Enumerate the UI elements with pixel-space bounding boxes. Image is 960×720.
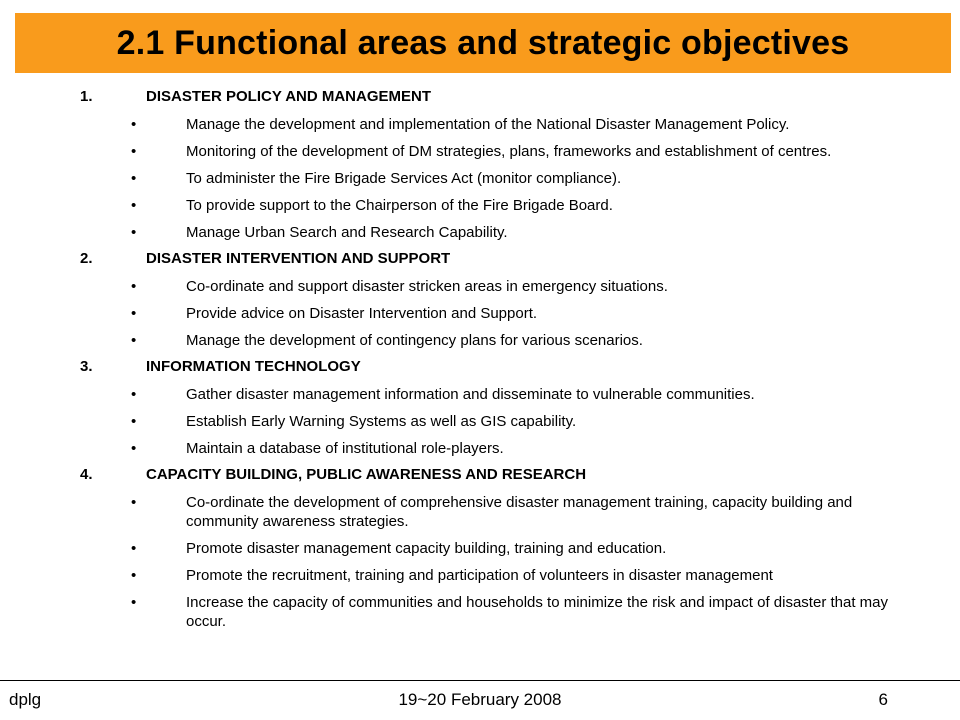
bullet-icon: • [131, 494, 137, 511]
bullet-icon: • [131, 567, 137, 584]
bullet-text: To administer the Fire Brigade Services Act (monitor compliance). [186, 170, 622, 187]
bullet-icon: • [131, 116, 137, 133]
bullet-item [0, 142, 960, 161]
bullet-text: Monitoring of the development of DM strategies, plans, frameworks and establishment of centres. [186, 143, 832, 160]
bullet-icon: • [131, 540, 137, 557]
bullet-text: Maintain a database of institutional role-players. [186, 440, 504, 457]
section-number: 2. [80, 250, 93, 267]
section-title: DISASTER INTERVENTION AND SUPPORT [146, 250, 451, 267]
bullet-text: Establish Early Warning Systems as well as GIS capability. [186, 413, 577, 430]
bullet-icon: • [131, 594, 137, 611]
bullet-icon: • [131, 143, 137, 160]
bullet-item [0, 277, 960, 296]
bullet-text: Manage the development and implementation of the National Disaster Management Policy. [186, 116, 790, 133]
bullet-text: Promote disaster management capacity building, training and education. [186, 540, 667, 557]
bullet-icon: • [131, 440, 137, 457]
footer-organization: dplg [9, 690, 42, 709]
section-title: CAPACITY BUILDING, PUBLIC AWARENESS AND RESEARCH [146, 466, 587, 483]
section-number: 4. [80, 466, 93, 483]
slide-content [0, 88, 960, 639]
section-heading [0, 466, 960, 484]
bullet-icon: • [131, 386, 137, 403]
bullet-item [0, 304, 960, 323]
bullet-item [0, 196, 960, 215]
slide-title: 2.1 Functional areas and strategic objectives [116, 23, 850, 62]
bullet-icon: • [131, 170, 137, 187]
bullet-text: Promote the recruitment, training and participation of volunteers in disaster management [186, 567, 773, 584]
title-bar [15, 13, 951, 73]
bullet-item [0, 566, 960, 585]
bullet-text: Increase the capacity of communities and households to minimize the risk and impact of disaster that may occur. [186, 594, 889, 630]
bullet-text: Gather disaster management information and disseminate to vulnerable communities. [186, 386, 755, 403]
section-title: INFORMATION TECHNOLOGY [146, 358, 361, 375]
bullet-text: Co-ordinate the development of comprehensive disaster management training, capacity building and community awareness strategies. [186, 494, 853, 530]
page-number: 6 [878, 690, 888, 709]
bullet-item [0, 385, 960, 404]
bullet-icon: • [131, 413, 137, 430]
bullet-item [0, 115, 960, 134]
bullet-item [0, 539, 960, 558]
section-title: DISASTER POLICY AND MANAGEMENT [146, 88, 432, 105]
bullet-item [0, 412, 960, 431]
bullet-text: Provide advice on Disaster Intervention and Support. [186, 305, 538, 322]
bullet-item [0, 593, 960, 631]
bullet-icon: • [131, 197, 137, 214]
footer-date: 19~20 February 2008 [398, 690, 562, 709]
bullet-item [0, 169, 960, 188]
bullet-icon: • [131, 305, 137, 322]
bullet-icon: • [131, 278, 137, 295]
bullet-item [0, 331, 960, 350]
bullet-text: To provide support to the Chairperson of the Fire Brigade Board. [186, 197, 613, 214]
bullet-item [0, 223, 960, 242]
section-number: 3. [80, 358, 93, 375]
bullet-text: Co-ordinate and support disaster stricken areas in emergency situations. [186, 278, 668, 295]
footer-divider [0, 680, 960, 681]
section-heading [0, 358, 960, 376]
bullet-text: Manage the development of contingency plans for various scenarios. [186, 332, 643, 349]
bullet-item [0, 493, 960, 531]
bullet-item [0, 439, 960, 458]
bullet-icon: • [131, 332, 137, 349]
bullet-icon: • [131, 224, 137, 241]
section-heading [0, 88, 960, 106]
bullet-text: Manage Urban Search and Research Capability. [186, 224, 508, 241]
section-heading [0, 250, 960, 268]
section-number: 1. [80, 88, 93, 105]
